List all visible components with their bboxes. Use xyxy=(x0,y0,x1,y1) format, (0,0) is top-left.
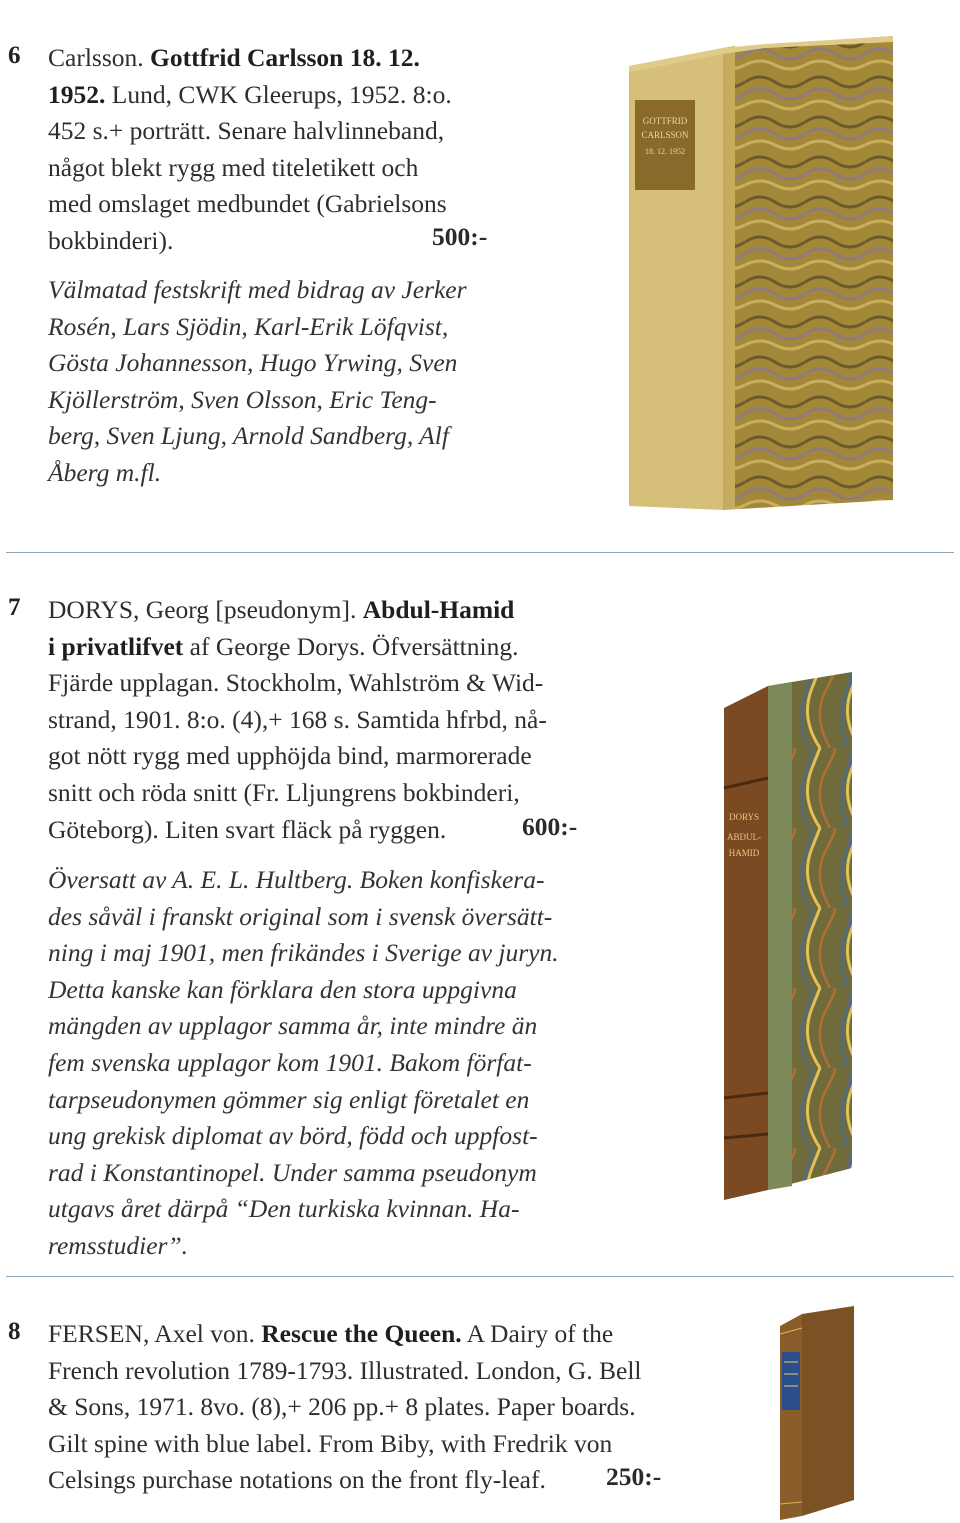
book-photo-carlsson xyxy=(625,32,897,514)
book-cover xyxy=(723,36,893,510)
description-line xyxy=(48,77,452,114)
note-line: fem svenska upplagor kom 1901. Bakom förfat- xyxy=(48,1047,532,1077)
description-line xyxy=(48,738,547,775)
description-line xyxy=(48,150,452,187)
text-run: snitt och röda snitt (Fr. Lljungrens bokbinderi, xyxy=(48,777,520,807)
note-line: rad i Konstantinopel. Under samma pseudonym xyxy=(48,1157,537,1187)
description-line xyxy=(48,186,452,223)
text-run: A Dairy of the xyxy=(461,1319,614,1348)
entry-number: 7 xyxy=(8,594,21,621)
note-line: ning i maj 1901, men frikändes i Sverige av juryn. xyxy=(48,938,559,968)
note-line: berg, Sven Ljung, Arnold Sandberg, Alf xyxy=(48,421,449,451)
book-title: Gottfrid Carlsson 18. 12. xyxy=(150,43,420,72)
book-photo-fersen xyxy=(776,1304,860,1522)
text-run: DORYS, Georg [pseudonym]. xyxy=(48,595,363,624)
description-line xyxy=(48,1462,642,1499)
text-run: Göteborg). Liten svart fläck på ryggen. xyxy=(48,814,447,844)
entry-description xyxy=(48,40,452,260)
entry-description xyxy=(48,1316,642,1499)
book-title: 1952. xyxy=(48,79,106,109)
description-line xyxy=(48,775,547,812)
note-line: tarpseudonymen gömmer sig enligt företalet en xyxy=(48,1084,530,1114)
entry-description xyxy=(48,592,547,848)
spine-label-line: DORYS xyxy=(728,812,760,822)
text-run: Fjärde upplagan. Stockholm, Wahlström & Wid- xyxy=(48,668,544,698)
description-line xyxy=(48,629,547,666)
note-line: Välmatad festskrift med bidrag av Jerker xyxy=(48,275,467,304)
text-run: Celsings purchase notations on the front fly-leaf. xyxy=(48,1465,546,1495)
price: 500:- xyxy=(432,222,488,251)
note-line: Detta kanske kan förklara den stora uppgivna xyxy=(48,974,517,1004)
text-run: & Sons, 1971. 8vo. (8),+ 206 pp.+ 8 plates. Paper boards. xyxy=(48,1392,636,1422)
text-run: Lund, CWK Gleerups, 1952. 8:o. xyxy=(105,79,452,109)
spine-label-line: 18. 12. 1952 xyxy=(645,147,685,156)
text-run: af George Dorys. Öfversättning. xyxy=(183,631,519,661)
description-line xyxy=(48,665,547,702)
book-photo-dorys xyxy=(720,668,860,1208)
description-line xyxy=(48,1353,642,1390)
text-run: bokbinderi). xyxy=(48,225,174,255)
text-run: med omslaget medbundet (Gabrielsons xyxy=(48,189,447,219)
note-line: mängden av upplagor samma år, inte mindre än xyxy=(48,1011,538,1041)
description-line xyxy=(48,1426,642,1463)
text-run: Carlsson. xyxy=(48,43,150,72)
book-title: Abdul-Hamid xyxy=(362,595,515,624)
book-cover xyxy=(802,1306,854,1516)
text-run: got nött rygg med upphöjda bind, marmorerade xyxy=(48,741,532,771)
spine-blue-label xyxy=(782,1352,800,1410)
description-line xyxy=(48,40,452,77)
text-run: FERSEN, Axel von. xyxy=(48,1319,262,1348)
text-run: French revolution 1789-1793. Illustrated. London, G. Bell xyxy=(48,1355,642,1385)
spine-label-line: GOTTFRID xyxy=(642,116,688,126)
book-spine xyxy=(780,1314,802,1520)
note-line: ung grekisk diplomat av börd, född och uppfost- xyxy=(48,1121,538,1151)
description-line xyxy=(48,812,547,849)
entry-note xyxy=(48,272,467,492)
spine-label-line: HAMID xyxy=(728,848,760,858)
section-divider xyxy=(6,1276,954,1277)
book-title: Rescue the Queen. xyxy=(261,1319,462,1348)
description-line xyxy=(48,702,547,739)
note-line: Åberg m.fl. xyxy=(48,457,162,487)
note-line: Rosén, Lars Sjödin, Karl-Erik Löfqvist, xyxy=(48,311,449,341)
note-line: Kjöllerström, Sven Olsson, Eric Teng- xyxy=(48,384,437,414)
note-line: Översatt av A. E. L. Hultberg. Boken konfiskera- xyxy=(48,865,545,894)
note-line: utgavs året därpå “Den turkiska kvinnan. Ha- xyxy=(48,1194,520,1224)
spine-label xyxy=(635,100,695,190)
description-line xyxy=(48,592,547,629)
description-line xyxy=(48,1316,642,1353)
entry-note xyxy=(48,862,559,1265)
note-line: remsstudier”. xyxy=(48,1230,189,1260)
entry-number: 6 xyxy=(8,42,21,69)
entry-number: 8 xyxy=(8,1318,21,1345)
book-title: i privatlifvet xyxy=(48,631,184,661)
note-line: des såväl i franskt original som i svensk översätt- xyxy=(48,901,553,931)
price: 600:- xyxy=(522,812,578,841)
text-run: 452 s.+ porträtt. Senare halvlinneband, xyxy=(48,116,445,146)
description-line xyxy=(48,1389,642,1426)
text-run: Gilt spine with blue label. From Biby, with Fredrik von xyxy=(48,1428,613,1458)
text-run: något blekt rygg med titeletikett och xyxy=(48,152,419,182)
price: 250:- xyxy=(606,1462,662,1491)
spine-label-line: CARLSSON xyxy=(641,130,689,140)
description-line xyxy=(48,223,452,260)
section-divider xyxy=(6,552,954,553)
book-spine xyxy=(724,686,768,1200)
description-line xyxy=(48,113,452,150)
spine-label-line: ABDUL- xyxy=(727,832,761,842)
note-line: Gösta Johannesson, Hugo Yrwing, Sven xyxy=(48,348,458,378)
text-run: strand, 1901. 8:o. (4),+ 168 s. Samtida hfrbd, nå- xyxy=(48,704,547,734)
